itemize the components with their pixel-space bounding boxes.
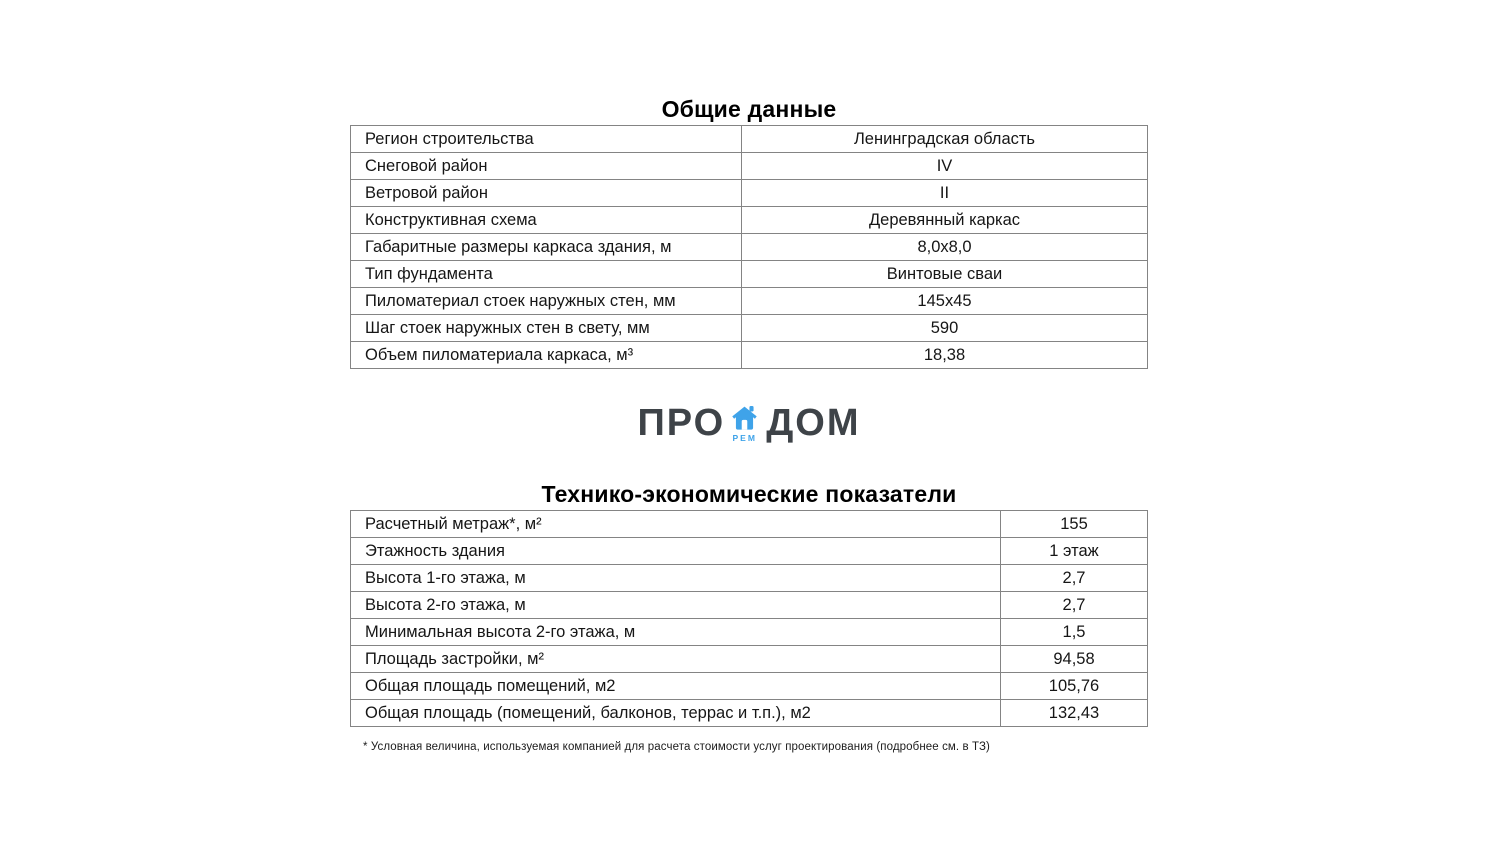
general-table-title: Общие данные bbox=[661, 96, 837, 122]
row-value: IV bbox=[742, 153, 1148, 180]
row-value: 590 bbox=[742, 315, 1148, 342]
general-data-table bbox=[350, 125, 1148, 369]
row-label: Площадь застройки, м² bbox=[351, 646, 1001, 673]
row-label: Общая площадь помещений, м2 bbox=[351, 673, 1001, 700]
row-label: Общая площадь (помещений, балконов, террас и т.п.), м2 bbox=[351, 700, 1001, 727]
indicators-table-title: Технико-экономические показатели bbox=[541, 481, 957, 507]
row-label: Габаритные размеры каркаса здания, м bbox=[351, 234, 742, 261]
row-value: 155 bbox=[1001, 511, 1148, 538]
logo-text-rem: РЕМ bbox=[732, 433, 757, 444]
table-row bbox=[351, 234, 1148, 261]
row-value: 145x45 bbox=[742, 288, 1148, 315]
row-value: 2,7 bbox=[1001, 565, 1148, 592]
table-row bbox=[351, 153, 1148, 180]
row-label: Шаг стоек наружных стен в свету, мм bbox=[351, 315, 742, 342]
table-row bbox=[351, 315, 1148, 342]
row-label: Регион строительства bbox=[351, 126, 742, 153]
row-value: 1 этаж bbox=[1001, 538, 1148, 565]
logo-text-pro: ПРО bbox=[637, 402, 726, 444]
table-row bbox=[351, 619, 1148, 646]
table-row bbox=[351, 261, 1148, 288]
table-row bbox=[351, 673, 1148, 700]
table-row bbox=[351, 538, 1148, 565]
row-value: Ленинградская область bbox=[742, 126, 1148, 153]
row-label: Высота 1-го этажа, м bbox=[351, 565, 1001, 592]
indicators-table bbox=[350, 510, 1148, 727]
table-row bbox=[351, 126, 1148, 153]
logo-house-block bbox=[730, 403, 759, 443]
table-row bbox=[351, 565, 1148, 592]
table-row bbox=[351, 511, 1148, 538]
table-row bbox=[351, 646, 1148, 673]
table-row bbox=[351, 207, 1148, 234]
row-label: Тип фундамента bbox=[351, 261, 742, 288]
row-value: 105,76 bbox=[1001, 673, 1148, 700]
row-label: Конструктивная схема bbox=[351, 207, 742, 234]
row-value: 8,0x8,0 bbox=[742, 234, 1148, 261]
row-value: 18,38 bbox=[742, 342, 1148, 369]
table-row bbox=[351, 342, 1148, 369]
row-label: Высота 2-го этажа, м bbox=[351, 592, 1001, 619]
table-row bbox=[351, 700, 1148, 727]
row-label: Ветровой район bbox=[351, 180, 742, 207]
row-label: Минимальная высота 2-го этажа, м bbox=[351, 619, 1001, 646]
row-label: Объем пиломатериала каркаса, м³ bbox=[351, 342, 742, 369]
home-icon bbox=[730, 403, 759, 433]
row-value: Винтовые сваи bbox=[742, 261, 1148, 288]
row-value: II bbox=[742, 180, 1148, 207]
row-value: Деревянный каркас bbox=[742, 207, 1148, 234]
footnote: * Условная величина, используемая компанией для расчета стоимости услуг проектирования (подробнее см. в ТЗ) bbox=[363, 741, 990, 753]
row-value: 94,58 bbox=[1001, 646, 1148, 673]
row-label: Расчетный метраж*, м² bbox=[351, 511, 1001, 538]
logo bbox=[350, 396, 1148, 450]
row-label: Снеговой район bbox=[351, 153, 742, 180]
table-row bbox=[351, 180, 1148, 207]
row-label: Этажность здания bbox=[351, 538, 1001, 565]
table-row bbox=[351, 592, 1148, 619]
row-value: 2,7 bbox=[1001, 592, 1148, 619]
logo-text-dom: ДОМ bbox=[766, 402, 861, 444]
row-label: Пиломатериал стоек наружных стен, мм bbox=[351, 288, 742, 315]
table-row bbox=[351, 288, 1148, 315]
row-value: 132,43 bbox=[1001, 700, 1148, 727]
row-value: 1,5 bbox=[1001, 619, 1148, 646]
